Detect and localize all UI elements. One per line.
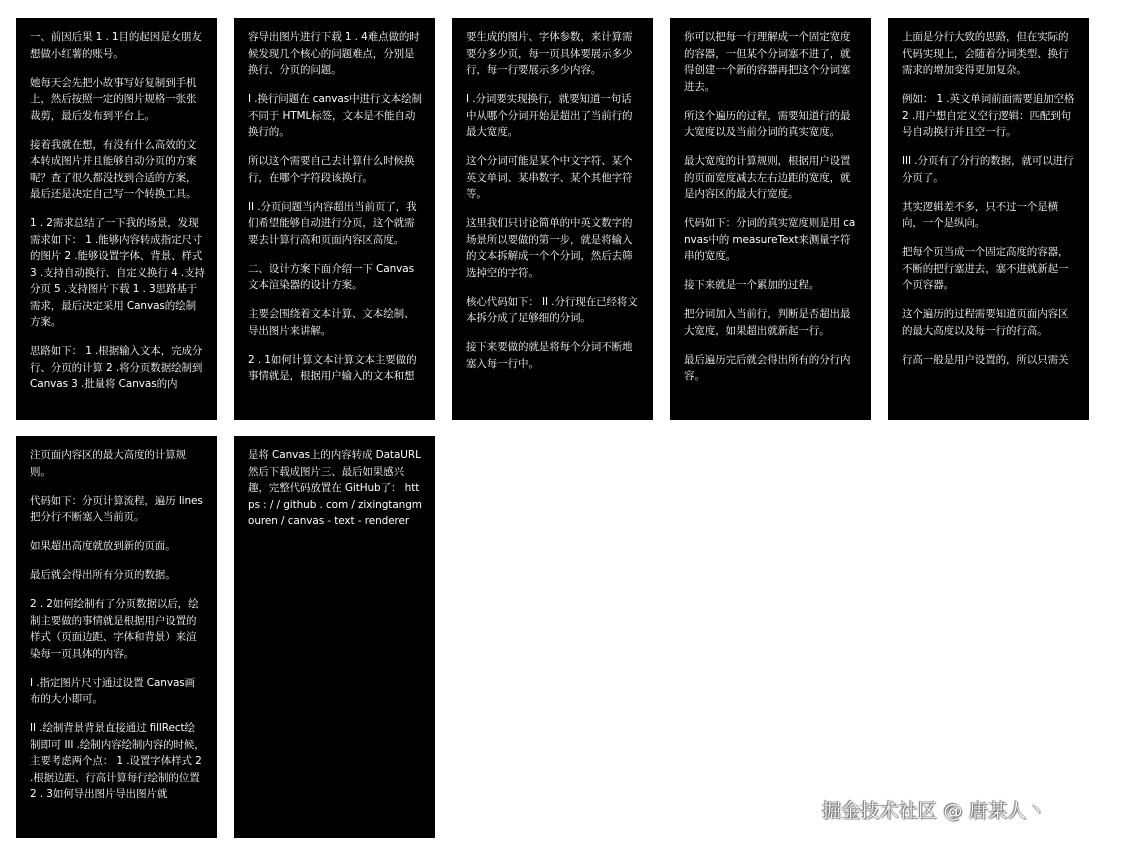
page-4-paragraph: 最大宽度的计算规则，根据用户设置的页面宽度减去左右边距的宽度，就是内容区的最大行宽度。 xyxy=(684,155,851,200)
page-5-paragraph: III .分页有了分行的数据，就可以进行分页了。 xyxy=(902,155,1074,184)
page-card-2 xyxy=(234,18,435,420)
page-6-paragraph: 2 . 2如何绘制有了分页数据以后，绘制主要做的事情就是根据用户设置的样式（页面边距、字体和背景）来渲染每一页具体的内容。 xyxy=(30,598,199,660)
page-4-paragraph: 最后遍历完后就会得出所有的分行内容。 xyxy=(684,353,851,382)
page-1-paragraph: 一、前因后果 1 . 1目的起因是女朋友想做小红薯的账号。 xyxy=(30,31,202,60)
page-2-paragraph: 二、设计方案下面介绍一下 Canvas文本渲染器的设计方案。 xyxy=(248,262,414,291)
page-6-paragraph: II .绘制背景背景直接通过 fillRect绘制即可 III .绘制内容绘制内容的时候，主要考虑两个点： 1 .设置字体样式 2 .根据边距、行高计算每行绘制的位置 2 . 3如何导出图片导出图片就 xyxy=(30,722,205,800)
page-6-paragraph: I .指定图片尺寸通过设置 Canvas画布的大小即可。 xyxy=(30,676,196,705)
page-5-paragraph: 例如： 1 .英文单词前面需要追加空格 2 .用户想自定义空行逻辑：匹配到句号自动换行并且空一行。 xyxy=(902,93,1078,138)
page-card-3 xyxy=(452,18,653,420)
page-1-paragraph: 思路如下： 1 .根据输入文本，完成分行、分页的计算 2 .将分页数据绘制到 Canvas 3 .批量将 Canvas的内 xyxy=(30,345,206,390)
page-2-paragraph: 所以这个需要自己去计算什么时候换行，在哪个字符段该换行。 xyxy=(248,155,415,184)
page-5-paragraph: 行高一般是用户设置的，所以只需关 xyxy=(902,353,1069,366)
page-5-paragraph: 上面是分行大致的思路，但在实际的代码实现上，会随着分词类型、换行需求的增加变得更加复杂。 xyxy=(902,31,1069,76)
page-3-paragraph: 接下来要做的就是将每个分词不断地塞入每一行中。 xyxy=(466,341,633,370)
page-3-paragraph: 核心代码如下： II .分行现在已经将文本拆分成了足够细的分词。 xyxy=(466,295,638,324)
page-card-6 xyxy=(16,436,217,838)
page-1-paragraph: 她每天会先把小故事写好复制到手机上，然后按照一定的图片规格一张张裁剪，最后发布到平台上。 xyxy=(30,76,197,122)
page-2-paragraph: 2 . 1如何计算文本计算文本主要做的事情就是，根据用户输入的文本和想 xyxy=(248,353,417,382)
page-4-paragraph: 所这个遍历的过程，需要知道行的最大宽度以及当前分词的真实宽度。 xyxy=(684,109,851,138)
page-1-paragraph: 1 . 2需求总结了一下我的场景，发现需求如下： 1 .能够内容转成指定尺寸的图片 2 .能够设置字体、背景、样式 3 .支持自动换行、自定义换行 4 .支持分页 5 .支持图片下载 1 . 3思路基于需求，最后决定采用 Canvas的绘制方案。 xyxy=(30,217,206,328)
page-5-paragraph: 其实逻辑差不多，只不过一个是横向，一个是纵向。 xyxy=(902,200,1058,229)
page-3-paragraph: I .分词要实现换行，就要知道一句话中从哪个分词开始是超出了当前行的最大宽度。 xyxy=(466,93,633,138)
page-5-paragraph: 这个遍历的过程需要知道页面内容区的最大高度以及每一行的行高。 xyxy=(902,308,1069,337)
page-1-paragraph: 接着我就在想，有没有什么高效的文本转成图片并且能够自动分页的方案呢？查了很久都没找到合适的方案，最后还是决定自己写一个转换工具。 xyxy=(30,138,197,200)
page-4-paragraph: 你可以把每一行理解成一个固定宽度的容器，一但某个分词塞不进了，就得创建一个新的容器再把这个分词塞进去。 xyxy=(684,31,851,93)
page-card-1 xyxy=(16,18,217,420)
page-4-paragraph: 接下来就是一个累加的过程。 xyxy=(684,279,820,291)
page-6-paragraph: 最后就会得出所有分页的数据。 xyxy=(30,569,176,581)
page-2-paragraph: 主要会围绕着文本计算、文本绘制、导出图片来讲解。 xyxy=(248,308,415,337)
page-6-paragraph: 代码如下：分页计算流程，遍历 lines把分行不断塞入当前页。 xyxy=(30,494,203,523)
page-card-4 xyxy=(670,18,871,420)
page-7-paragraph: 是将 Canvas上的内容转成 DataURL然后下载成图片三、最后如果感兴趣，完整代码放置在 GitHub了： https : / / github . com / zixingtangmouren / canvas - text - renderer xyxy=(248,449,422,527)
page-4-paragraph: 代码如下：分词的真实宽度则是用 canvas中的 measureText来测量字符串的宽度。 xyxy=(684,217,856,262)
page-4-paragraph: 把分词加入当前行，判断是否超出最大宽度，如果超出就新起一行。 xyxy=(684,308,851,337)
page-card-5 xyxy=(888,18,1089,420)
page-2-paragraph: II .分页问题当内容超出当前页了，我们希望能够自动进行分页，这个就需要去计算行高和页面内容区高度。 xyxy=(248,200,417,246)
page-card-7 xyxy=(234,436,435,838)
watermark: 掘金技术社区 @ 唐某人丶 xyxy=(822,800,1046,822)
page-3-paragraph: 这个分词可能是某个中文字符、某个英文单词、某串数字、某个其他字符等。 xyxy=(466,155,633,200)
page-5-paragraph: 把每个页当成一个固定高度的容器，不断的把行塞进去，塞不进就新起一个页容器。 xyxy=(902,246,1069,291)
page-3-paragraph: 这里我们只讨论简单的中英文数字的场景所以要做的第一步，就是将输入的文本拆解成一个个分词，然后去筛选掉空的字符。 xyxy=(466,217,633,279)
page-6-paragraph: 注页面内容区的最大高度的计算规则。 xyxy=(30,449,186,478)
page-6-paragraph: 如果超出高度就放到新的页面。 xyxy=(30,540,176,552)
page-2-paragraph: I .换行问题在 canvas中进行文本绘制不同于 HTML标签，文本是不能自动换行的。 xyxy=(248,93,422,138)
page-2-paragraph: 容导出图片进行下载 1 . 4难点做的时候发现几个核心的问题难点，分别是换行、分页的问题。 xyxy=(248,31,420,76)
page-3-paragraph: 要生成的图片、字体参数，来计算需要分多少页，每一页具体要展示多少行，每一行要展示多少内容。 xyxy=(466,31,633,76)
